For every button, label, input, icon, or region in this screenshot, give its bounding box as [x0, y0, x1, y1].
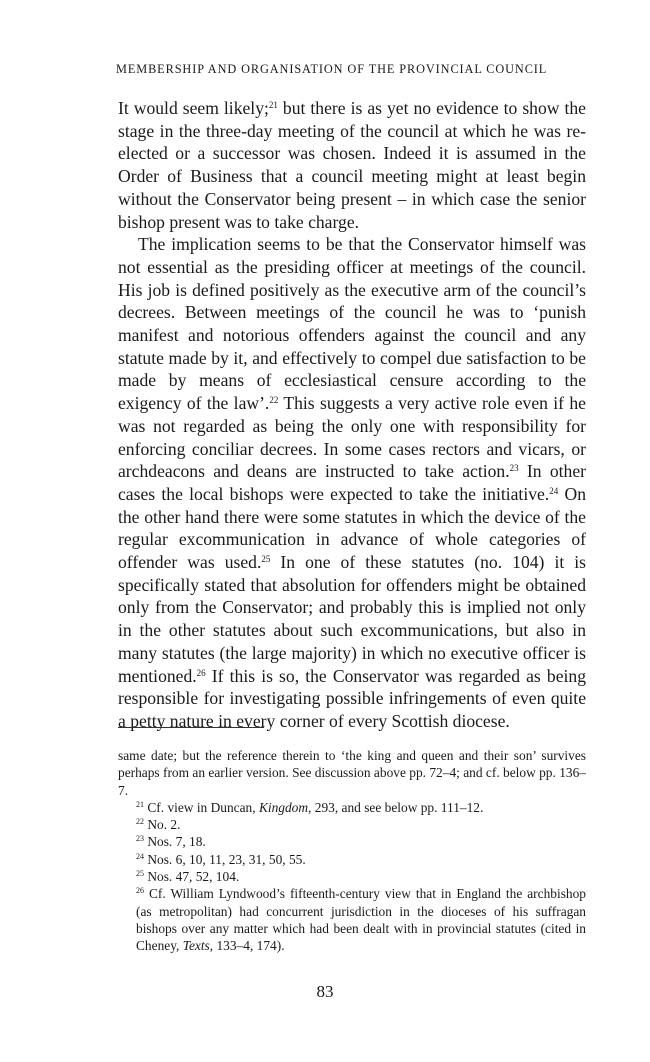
footnote-italic-title: Texts — [182, 938, 210, 954]
footnote-number: 22 — [136, 817, 144, 827]
paragraph-2-text-d: On the other hand there were some statutes in which the device of the regular excommunication in advance of whole categories of offender was used. — [118, 483, 587, 573]
footnote-23 — [118, 833, 586, 850]
running-head: MEMBERSHIP AND ORGANISATION OF THE PROVINCIAL COUNCIL — [116, 62, 548, 76]
footnote-number: 26 — [136, 886, 144, 896]
paragraph-1-text-a: It would seem likely; — [118, 98, 269, 118]
footnote-26 — [118, 885, 586, 954]
footnote-25 — [118, 868, 586, 885]
footnote-text: , 293, and see below pp. 111–12. — [308, 799, 484, 815]
page-number: 83 — [316, 982, 334, 1001]
paragraph-2-text-a: The implication seems to be that the Conservator himself was not essential as the presiding officer at meetings of the council. His job is defined positively as the executive arm of the council’s decrees. Between meetings of the council he was to ‘punish manifest and notorious offenders against the council and any statute made by it, and effectively to compel due satisfaction to be made by means of ecclesiastical censure according to the exigency of the law’. — [118, 234, 586, 414]
footnotes — [118, 747, 586, 955]
footnote-text: Nos. 7, 18. — [147, 834, 206, 850]
paragraph-1 — [118, 97, 586, 233]
paragraph-2-text-b: This suggests a very active role even if he was not regarded as being the only one with responsibility for enforcing conciliar decrees. In some cases rectors and vicars, or archdeacons and deans are instructed to take action. — [118, 393, 586, 482]
footnote-text: Nos. 47, 52, 104. — [147, 869, 240, 885]
footnote-text: , 133–4, 174). — [209, 938, 285, 954]
footnote-ref-24: 24 — [549, 485, 559, 496]
paragraph-2 — [118, 233, 586, 732]
footnote-separator — [118, 727, 264, 728]
paragraph-2-text-e: In one of these statutes (no. 104) it is specifically stated that absolution for offenders might be obtained only from the Conservator; and probably this is implied not only in the other statutes about such excommunications, but also in many statutes (the large majority) in which no executive officer is mentioned. — [118, 552, 587, 686]
footnote-continued: same date; but the reference therein to ‘the king and queen and their son’ survives perhaps from an earlier version. See discussion above pp. 72–4; and cf. below pp. 136–7. — [118, 748, 586, 798]
paragraph-1-text-b: but there is as yet no evidence to show the stage in the three-day meeting of the council at which he was re-elected or a successor was chosen. Indeed it is assumed in the Order of Business that a council meeting might at least begin without the Conservator being present – in which case the senior bishop present was to take charge. — [118, 98, 586, 232]
footnote-ref-21: 21 — [268, 100, 278, 110]
footnote-text: Cf. William Lyndwood’s fifteenth-century view that in England the archbishop (as metropolitan) had concurrent jurisdiction in the dioceses of his suffragan bishops over any matter which had been dealt with in provincial statutes (cited in Cheney, — [136, 886, 586, 954]
footnote-number: 25 — [136, 869, 144, 879]
footnote-text: Cf. view in Duncan, — [147, 799, 259, 815]
footnote-text: No. 2. — [147, 817, 181, 833]
footnote-italic-title: Kingdom — [258, 799, 309, 815]
footnote-ref-23: 23 — [509, 463, 519, 474]
main-text — [118, 97, 586, 733]
footnote-ref-26: 26 — [196, 667, 206, 678]
footnote-number: 23 — [136, 834, 144, 844]
footnote-number: 21 — [136, 799, 144, 809]
paragraph-2-text-f: If this is so, the Conservator was regarded as being responsible for investigating possible infringements of even quite a petty nature in every corner of every Scottish diocese. — [118, 665, 586, 731]
paragraph-2-text-c: In other cases the local bishops were expected to take the initiative. — [118, 461, 586, 504]
footnote-21 — [118, 799, 586, 816]
footnote-24 — [118, 851, 586, 868]
footnote-22 — [118, 816, 586, 833]
footnote-number: 24 — [136, 851, 144, 861]
footnote-text: Nos. 6, 10, 11, 23, 31, 50, 55. — [147, 851, 306, 867]
footnote-ref-22: 22 — [269, 395, 279, 406]
footnote-ref-25: 25 — [261, 554, 271, 565]
